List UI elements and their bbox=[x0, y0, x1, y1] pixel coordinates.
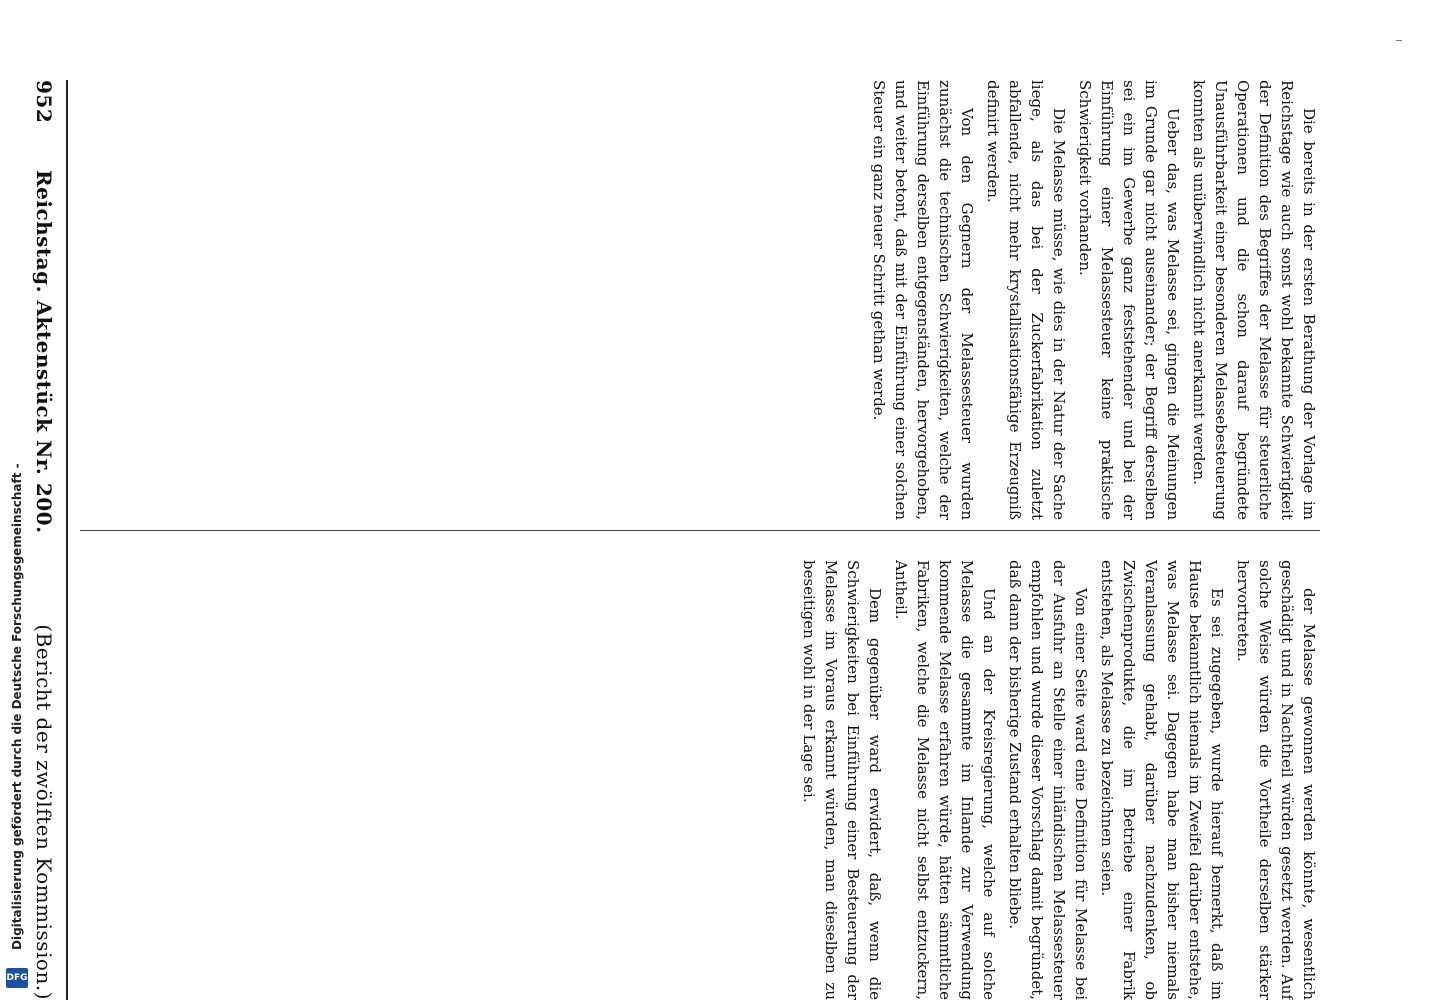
page-number: 952 bbox=[32, 80, 56, 124]
paragraph: Ueber das, was Melasse sei, gingen die Meinungen im Grunde gar nicht auseinander; der Begriff derselben sei ein im Gewerbe ganz feststehender und bei der Einführung einer Melassesteuer keine praktische Schwierigkeit vorhanden. bbox=[1076, 80, 1182, 520]
paragraph: Und an der Kreisregierung, welche auf solche Melasse die gesammte im Inlande zur Verwendung kommende Melasse erfahren würde, hätten sämmtliche Fabriken, welche die Melasse nicht selbst entzuckern, Antheil. bbox=[892, 560, 998, 1000]
column-divider bbox=[80, 530, 1320, 531]
paragraph: Von den Gegnern der Melassesteuer wurden zunächst die technischen Schwierigkeiten, welche der Einführung derselben entgegenständen, hervorgehoben, und weiter betont, daß mit der Einführung einer solchen Steuer ein ganz neuer Schritt gethan werde. bbox=[870, 80, 976, 520]
paragraph: Es sei zugegeben, wurde hierauf bemerkt, daß im Hause bekanntlich niemals im Zweifel darüber entstehe, was Melasse sei. Dagegen habe man bisher niemals Veranlassung gehabt, darüber nachzudenken, ob Zwischenprodukte, die im Betriebe einer Fabrik entstehen, als Melasse zu bezeichnen seien. bbox=[1098, 560, 1226, 1000]
paragraph: Dem gegenüber ward erwidert, daß, wenn die Schwierigkeiten bei Einführung einer Besteuerung der Melasse im Voraus erkannt würden, man dieselben zu beseitigen wohl in der Lage sei. bbox=[800, 560, 884, 1000]
dfg-logo: DFG bbox=[6, 968, 28, 988]
page-header bbox=[24, 80, 64, 1000]
text-column-left bbox=[80, 80, 1320, 520]
paragraph: Von einer Seite ward eine Definition für Melasse bei der Ausfuhr an Stelle einer inländischen Melassesteuer empfohlen und wurde dieser Vorschlag damit begründet, daß dann der bisherige Zustand erhalten bliebe. bbox=[1006, 560, 1090, 1000]
paragraph: Die bereits in der ersten Berathung der Vorlage im Reichstage wie auch sonst wohl bekannte Schwierigkeit der Definition des Begriffes der Melasse für steuerliche Operationen und die schon darauf begründete Unausführbarkeit einer besonderen Melassebesteuerung konnten als unüberwindlich nicht anerkannt werden. bbox=[1190, 80, 1318, 520]
text-column-right bbox=[80, 560, 1320, 1000]
running-subtitle: (Bericht der zwölften Kommission.) bbox=[32, 624, 56, 1000]
running-head: Reichstag. Aktenstück Nr. 200. bbox=[32, 170, 56, 534]
paragraph: der Melasse gewonnen werden könnte, wesentlich geschädigt und in Nachtheil würden gesetzt werden. Auf solche Weise würden die Vortheile derselben stärker hervortreten. bbox=[1234, 560, 1318, 1000]
paragraph: Die Melasse müsse, wie dies in der Natur der Sache liege, als das bei der Zuckerfabrikation zuletzt abfallende, nicht mehr krystallisationsfähige Erzeugniß definirt werden. bbox=[984, 80, 1068, 520]
digitization-caption: Digitalisierung gefördert durch die Deutsche Forschungsgemeinschaft - bbox=[10, 463, 24, 950]
scan-mark bbox=[1396, 40, 1402, 45]
header-rule bbox=[66, 80, 68, 1000]
